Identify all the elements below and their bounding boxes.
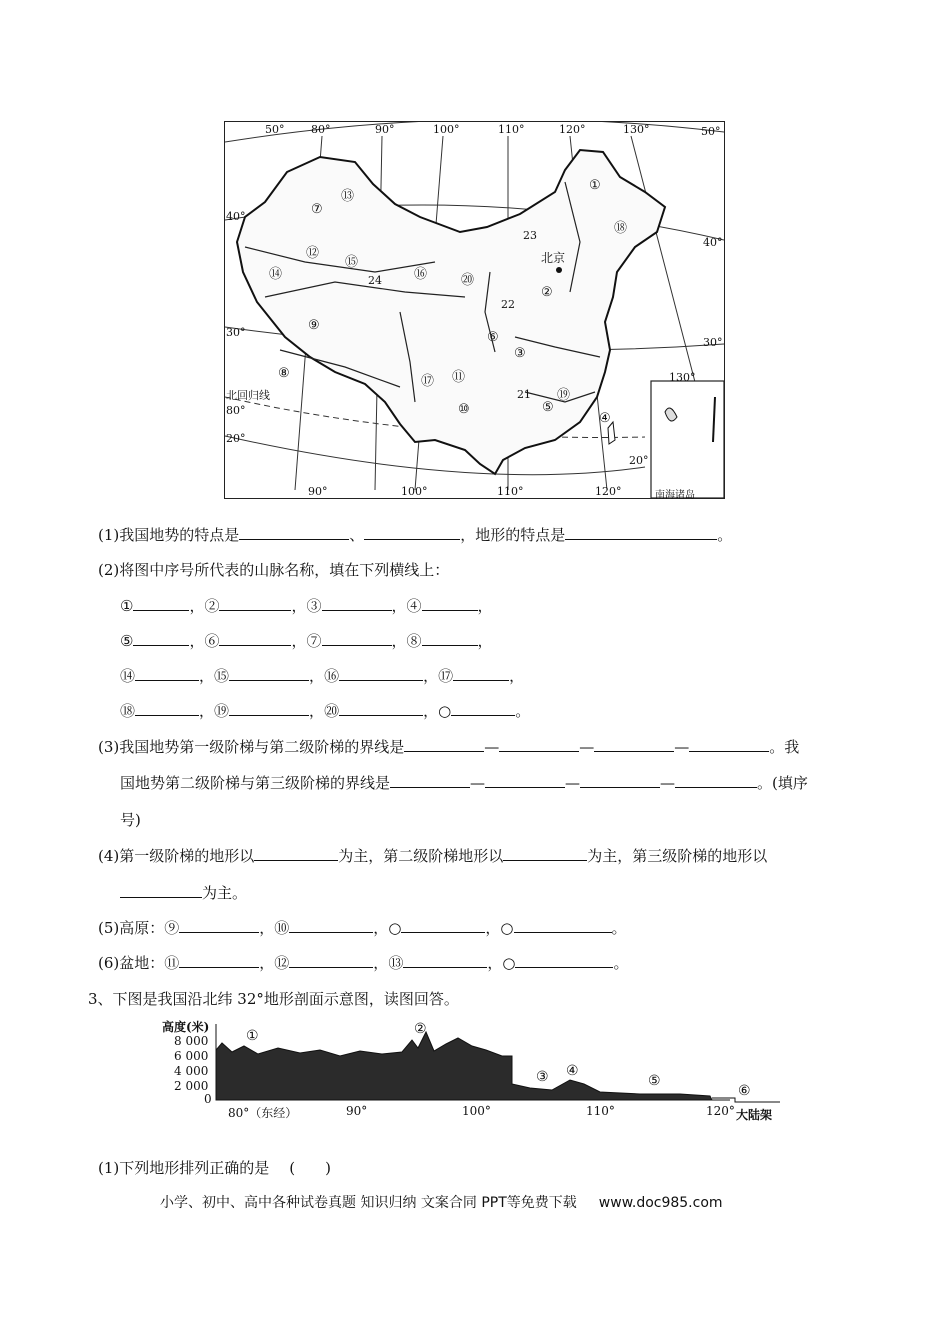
- mountain-number: ⑧: [406, 632, 422, 650]
- lon-label-110: 110°: [498, 123, 525, 136]
- china-terrain-map: [224, 121, 725, 499]
- question-1: [98, 525, 732, 545]
- plateau-number: ⑩: [274, 919, 290, 937]
- mountain-number: ⑥: [204, 632, 220, 650]
- lat-label-30-left: 30°: [226, 326, 246, 339]
- comma: ，: [373, 919, 389, 937]
- comma: ，: [487, 954, 503, 972]
- answer-blank[interactable]: [133, 631, 189, 646]
- plateau-number: ○: [388, 919, 402, 937]
- map-number: ⑧: [278, 366, 290, 381]
- answer-blank[interactable]: [514, 918, 612, 933]
- footer: [160, 1192, 723, 1212]
- answer-blank[interactable]: [135, 666, 199, 681]
- answer-blank[interactable]: [503, 846, 587, 861]
- comma: ，: [309, 667, 325, 685]
- lat-label-40-left: 40°: [226, 210, 246, 223]
- comma: ，: [477, 597, 493, 615]
- map-number: ⑭: [269, 267, 283, 282]
- basin-number: ⑬: [388, 954, 404, 972]
- profile-mark: ⑤: [648, 1073, 661, 1089]
- map-number: ⑪: [452, 370, 466, 385]
- map-number: ⑥: [487, 330, 499, 345]
- answer-blank[interactable]: [451, 701, 515, 716]
- dash: —: [674, 738, 690, 756]
- mountain-number: ②: [204, 597, 220, 615]
- lon-label-130: 130°: [623, 123, 650, 136]
- answer-blank[interactable]: [289, 918, 373, 933]
- period: 。: [613, 954, 629, 972]
- comma: ，: [391, 632, 407, 650]
- question-4-line2: [120, 883, 247, 903]
- lon-label-110-bottom: 110°: [497, 485, 524, 498]
- comma: ，: [423, 667, 439, 685]
- y-tick: 8 000: [174, 1034, 209, 1048]
- terrain-profile-figure: [160, 1018, 790, 1128]
- mountain-number: ③: [306, 597, 322, 615]
- lon-label-120-bottom: 120°: [595, 485, 622, 498]
- question-3-line2: [120, 773, 808, 793]
- section-3-heading: 3、下图是我国沿北纬 32°地形剖面示意图，读图回答。: [88, 990, 459, 1008]
- question-3-line1: [98, 737, 799, 757]
- mountain-number: ○: [438, 702, 452, 720]
- map-number: ⑲: [557, 388, 571, 403]
- map-number: ⑨: [308, 318, 320, 333]
- mountain-number: ⑲: [214, 702, 230, 720]
- answer-blank[interactable]: [179, 918, 259, 933]
- q3-text: (3)我国地势第一级阶梯与第二级阶梯的界线是: [98, 738, 405, 756]
- q4-text-c: 为主，第三级阶梯的地形以: [587, 847, 768, 865]
- answer-blank[interactable]: [120, 883, 202, 898]
- map-number: ⑤: [542, 400, 554, 415]
- map-number: ⑯: [414, 267, 428, 282]
- answer-blank[interactable]: [453, 666, 509, 681]
- map-number: ⑰: [421, 374, 435, 389]
- inset-caption: 南海诸岛: [655, 490, 695, 501]
- answer-blank[interactable]: [179, 953, 259, 968]
- map-number: ④: [599, 411, 611, 426]
- answer-blank[interactable]: [689, 737, 769, 752]
- mountain-number: ⑱: [120, 702, 136, 720]
- y-tick: 4 000: [174, 1064, 209, 1078]
- lon-label-130-inset: 130°: [669, 371, 696, 384]
- y-axis-title: 高度(米): [162, 1020, 210, 1034]
- question-6: [98, 953, 628, 973]
- answer-blank[interactable]: [322, 631, 392, 646]
- q4-text-a: (4)第一级阶梯的地形以: [98, 847, 255, 865]
- comma: ，: [391, 597, 407, 615]
- mountain-number: ⑤: [120, 632, 134, 650]
- q1-text: (1)我国地势的特点是: [98, 526, 240, 544]
- map-number: ⑮: [345, 255, 359, 270]
- q2-row: [120, 631, 493, 651]
- lon-label-90: 90°: [375, 123, 395, 136]
- answer-blank[interactable]: [422, 596, 478, 611]
- x-tick: 120°: [706, 1104, 735, 1118]
- profile-mark: ③: [536, 1069, 549, 1085]
- q4-text-d: 为主。: [202, 884, 248, 902]
- map-number: 21: [517, 388, 531, 401]
- answer-blank[interactable]: [565, 525, 717, 540]
- dash: —: [579, 738, 595, 756]
- mountain-number: ⑦: [306, 632, 322, 650]
- answer-blank[interactable]: [135, 701, 199, 716]
- q5-label: (5)高原：: [98, 919, 165, 937]
- lat-label-50-left: 50°: [265, 123, 285, 136]
- question-2-intro: (2)将图中序号所代表的山脉名称，填在下列横线上：: [98, 561, 450, 579]
- q7-text: (1)下列地形排列正确的是: [98, 1159, 270, 1177]
- answer-blank[interactable]: [339, 701, 423, 716]
- x-tick: 110°: [586, 1104, 615, 1118]
- q1-text-b: ，地形的特点是: [460, 526, 566, 544]
- y-tick: 6 000: [174, 1049, 209, 1063]
- answer-blank[interactable]: [339, 666, 423, 681]
- q3-end: 。我: [769, 738, 800, 756]
- mountain-number: ⑯: [324, 667, 340, 685]
- comma: ，: [199, 702, 215, 720]
- plateau-number: ⑨: [164, 919, 180, 937]
- answer-blank[interactable]: [485, 773, 565, 788]
- x-tick: 80°（东经）: [228, 1106, 298, 1120]
- q3-text-2: 国地势第二级阶梯与第三级阶梯的界线是: [120, 774, 391, 792]
- shelf-label: 大陆架: [736, 1108, 773, 1122]
- map-number: 22: [501, 298, 515, 311]
- comma: ，: [509, 667, 525, 685]
- q2-row: [120, 701, 530, 721]
- profile-mark: ④: [566, 1063, 579, 1079]
- q2-row: [120, 596, 493, 616]
- lat-label-30-right: 30°: [703, 336, 723, 349]
- answer-blank[interactable]: [229, 666, 309, 681]
- map-number: ⑦: [311, 202, 323, 217]
- x-tick: 90°: [346, 1104, 368, 1118]
- comma: ，: [423, 702, 439, 720]
- lon-label-90-bottom: 90°: [308, 485, 328, 498]
- lat-label-20-right: 20°: [629, 454, 649, 467]
- answer-blank[interactable]: [289, 953, 373, 968]
- profile-mark: ⑥: [738, 1083, 751, 1099]
- lat-label-50-right: 50°: [701, 125, 721, 138]
- answer-blank[interactable]: [594, 737, 674, 752]
- dash: —: [484, 738, 500, 756]
- answer-blank[interactable]: [219, 631, 291, 646]
- q1-end: 。: [717, 526, 733, 544]
- mountain-number: ⑰: [438, 667, 454, 685]
- lat-label-40-right: 40°: [703, 236, 723, 249]
- comma: ，: [189, 632, 205, 650]
- beijing-label: 北京: [541, 251, 566, 265]
- question-3-line3: 号): [120, 811, 141, 829]
- comma: ，: [199, 667, 215, 685]
- comma: ，: [291, 632, 307, 650]
- answer-blank[interactable]: [364, 525, 460, 540]
- map-number: ①: [589, 178, 601, 193]
- q2-row: [120, 666, 524, 686]
- answer-blank[interactable]: [254, 846, 338, 861]
- map-number: ⑬: [341, 189, 355, 204]
- q3-end-2: 。(填序: [757, 774, 808, 792]
- answer-blank[interactable]: [322, 596, 392, 611]
- map-number: ②: [541, 285, 553, 300]
- tropic-label: 北回归线: [226, 389, 270, 402]
- answer-blank[interactable]: [404, 737, 484, 752]
- comma: ，: [189, 597, 205, 615]
- lon-label-100: 100°: [433, 123, 460, 136]
- answer-blank[interactable]: [390, 773, 470, 788]
- profile-mark: ①: [246, 1028, 259, 1044]
- dash: —: [470, 774, 486, 792]
- lat-label-20-left: 20°: [226, 432, 246, 445]
- answer-blank[interactable]: [580, 773, 660, 788]
- answer-blank[interactable]: [133, 596, 189, 611]
- answer-blank[interactable]: [401, 918, 485, 933]
- map-number: ⑱: [614, 221, 628, 236]
- period: 。: [515, 702, 531, 720]
- mountain-number: ④: [406, 597, 422, 615]
- profile-mark: ②: [414, 1021, 427, 1037]
- q6-label: (6)盆地：: [98, 954, 165, 972]
- mountain-number: ①: [120, 597, 134, 615]
- answer-blank[interactable]: [239, 525, 349, 540]
- map-number: ⑳: [461, 273, 475, 288]
- basin-number: ○: [502, 954, 516, 972]
- comma: ，: [373, 954, 389, 972]
- lon-label-100-bottom: 100°: [401, 485, 428, 498]
- comma: ，: [259, 954, 275, 972]
- question-4-line1: [98, 846, 767, 866]
- lon-label-80: 80°: [311, 123, 331, 136]
- map-number: ⑫: [306, 246, 320, 261]
- question-7: [98, 1158, 331, 1178]
- map-number: 23: [523, 229, 537, 242]
- answer-blank[interactable]: [515, 953, 613, 968]
- y-tick: 0: [204, 1092, 212, 1106]
- comma: ，: [485, 919, 501, 937]
- map-number: ⑩: [458, 402, 470, 417]
- mountain-number: ⑭: [120, 667, 136, 685]
- mountain-number: ⑮: [214, 667, 230, 685]
- y-tick: 2 000: [174, 1079, 209, 1093]
- q4-text-b: 为主，第二级阶梯地形以: [338, 847, 504, 865]
- comma: ，: [309, 702, 325, 720]
- dash: —: [565, 774, 581, 792]
- q1-sep: 、: [349, 526, 365, 544]
- answer-blank[interactable]: [403, 953, 487, 968]
- lon-label-120: 120°: [559, 123, 586, 136]
- comma: ，: [477, 632, 493, 650]
- basin-number: ⑪: [164, 954, 180, 972]
- mountain-number: ⑳: [324, 702, 340, 720]
- x-tick: 100°: [462, 1104, 491, 1118]
- footer-text: 小学、初中、高中各种试卷真题 知识归纳 文案合同 PPT等免费下载: [160, 1195, 577, 1211]
- question-5: [98, 918, 627, 938]
- basin-number: ⑫: [274, 954, 290, 972]
- answer-blank[interactable]: [675, 773, 757, 788]
- answer-blank[interactable]: [219, 596, 291, 611]
- lon-label-80-left: 80°: [226, 404, 246, 417]
- map-number: 24: [368, 274, 382, 287]
- dash: —: [660, 774, 676, 792]
- period: 。: [611, 919, 627, 937]
- plateau-number: ○: [500, 919, 514, 937]
- answer-blank[interactable]: [499, 737, 579, 752]
- answer-blank[interactable]: [422, 631, 478, 646]
- answer-blank[interactable]: [229, 701, 309, 716]
- comma: ，: [259, 919, 275, 937]
- map-number: ③: [514, 346, 526, 361]
- comma: ，: [291, 597, 307, 615]
- answer-paren[interactable]: ( ): [289, 1159, 331, 1177]
- footer-url[interactable]: www.doc985.com: [598, 1195, 723, 1211]
